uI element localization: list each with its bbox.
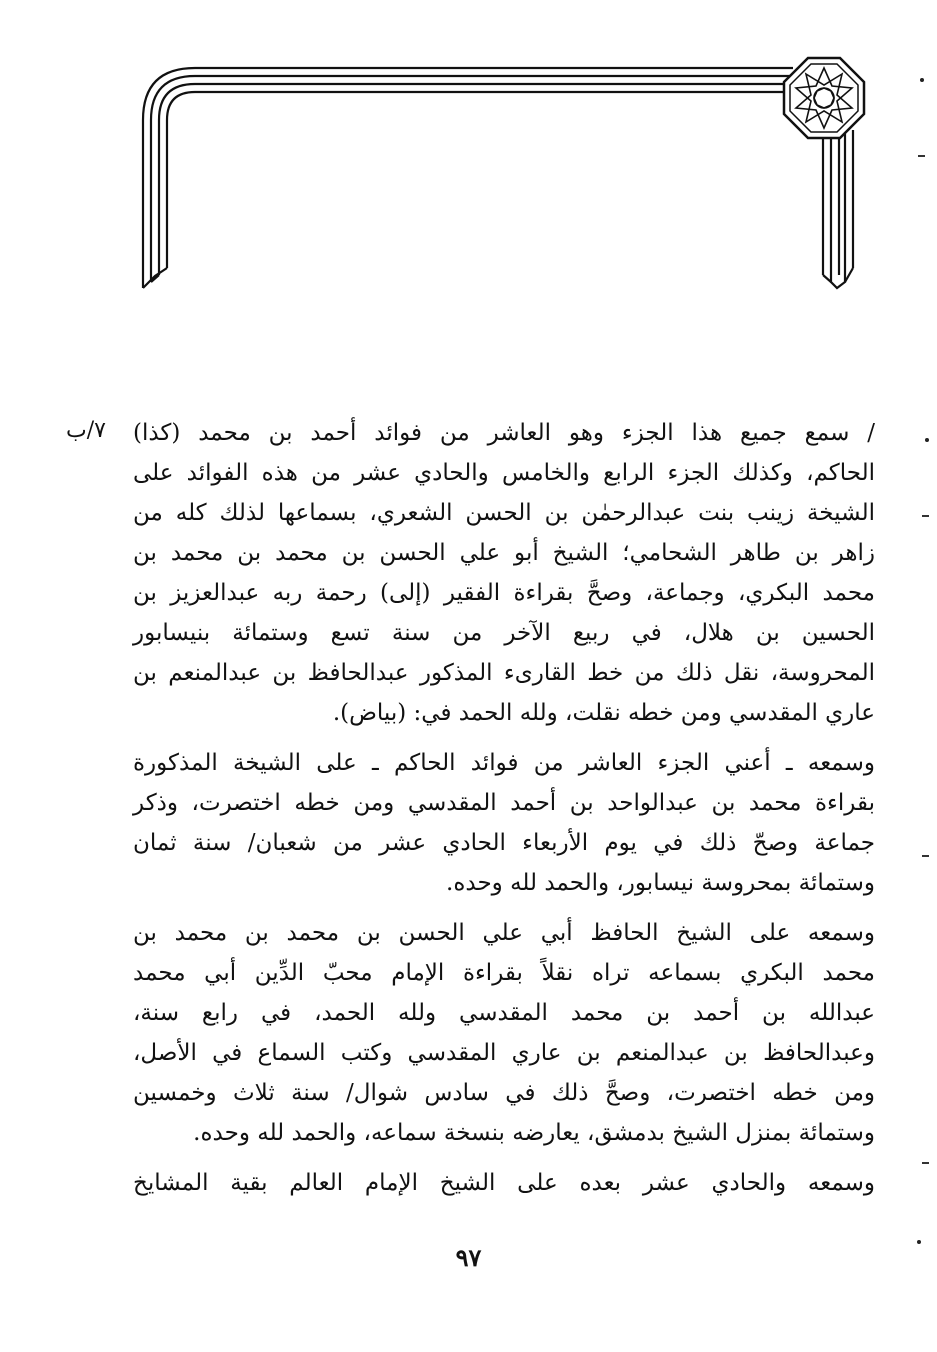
marginal-folio-note: ٧/ب — [66, 418, 106, 443]
header-frame-ornament — [0, 0, 937, 300]
text-line: جماعة وصحّ ذلك في يوم الأربعاء الحادي عشر من شعبان/ سنة ثمان — [133, 830, 875, 856]
margin-dash — [922, 1162, 929, 1164]
margin-dash — [922, 515, 929, 517]
paragraph-3 — [133, 913, 875, 1153]
text-line: زاهر بن طاهر الشحامي؛ الشيخ أبو علي الحسن بن محمد بن محمد بن — [133, 540, 875, 566]
text-line: عبدالله بن أحمد بن محمد المقدسي ولله الحمد، في رابع سنة، — [133, 1000, 875, 1026]
paragraph-2 — [133, 743, 875, 903]
text-line: وستمائة بمحروسة نيسابور، والحمد لله وحده. — [446, 870, 875, 896]
text-line: المحروسة، نقل ذلك من خط القارىء المذكور عبدالحافظ بن عبدالمنعم بن — [133, 660, 875, 686]
text-line: الحاكم، وكذلك الجزء الرابع والخامس والحادي عشر من هذه الفوائد على — [133, 460, 875, 486]
text-line: بقراءة محمد بن عبدالواحد بن أحمد المقدسي ومن خطه اختصرت، وذكر — [133, 790, 875, 816]
text-line: / سمع جميع هذا الجزء وهو العاشر من فوائد أحمد بن محمد (كذا) — [133, 420, 875, 446]
text-line: وسمعه على الشيخ الحافظ أبي علي الحسن بن محمد بن محمد بن — [133, 920, 875, 946]
main-text — [133, 413, 875, 1203]
margin-dot — [925, 438, 929, 442]
paragraph-4 — [133, 1163, 875, 1203]
margin-dash — [922, 855, 929, 857]
text-line: وسمعه والحادي عشر بعده على الشيخ الإمام العالم بقية المشايخ — [133, 1170, 875, 1196]
text-line: وستمائة بمنزل الشيخ بدمشق، يعارضه بنسخة سماعه، والحمد لله وحده. — [193, 1120, 875, 1146]
text-line: وسمعه ـ أعني الجزء العاشر من فوائد الحاكم ـ على الشيخة المذكورة — [133, 750, 875, 776]
page-number: ٩٧ — [455, 1243, 482, 1272]
rosette-icon — [784, 58, 864, 138]
text-line: الشيخة زينب بنت عبدالرحمٰن بن الحسن الشعري، بسماعها لذلك كله من — [133, 500, 875, 526]
margin-dot — [920, 78, 924, 82]
text-line: عاري المقدسي ومن خطه نقلت، ولله الحمد في: (بياض). — [332, 700, 875, 726]
text-line: الحسين بن هلال، في ربيع الآخر من سنة تسع وستمائة بنيسابور — [133, 620, 875, 646]
text-line: محمد البكري، وجماعة، وصحَّ بقراءة الفقير (إلى) رحمة ربه عبدالعزيز بن — [133, 580, 875, 606]
text-line: وعبدالحافظ بن عبدالمنعم بن عاري المقدسي وكتب السماع في الأصل، — [133, 1040, 875, 1066]
margin-dash — [918, 155, 925, 157]
text-line: محمد البكري بسماعه تراه نقلاً بقراءة الإمام محبّ الدِّين أبي محمد — [133, 960, 875, 986]
paragraph-1 — [133, 413, 875, 733]
text-line: ومن خطه اختصرت، وصحَّ ذلك في سادس شوال/ سنة ثلاث وخمسين — [133, 1080, 875, 1106]
